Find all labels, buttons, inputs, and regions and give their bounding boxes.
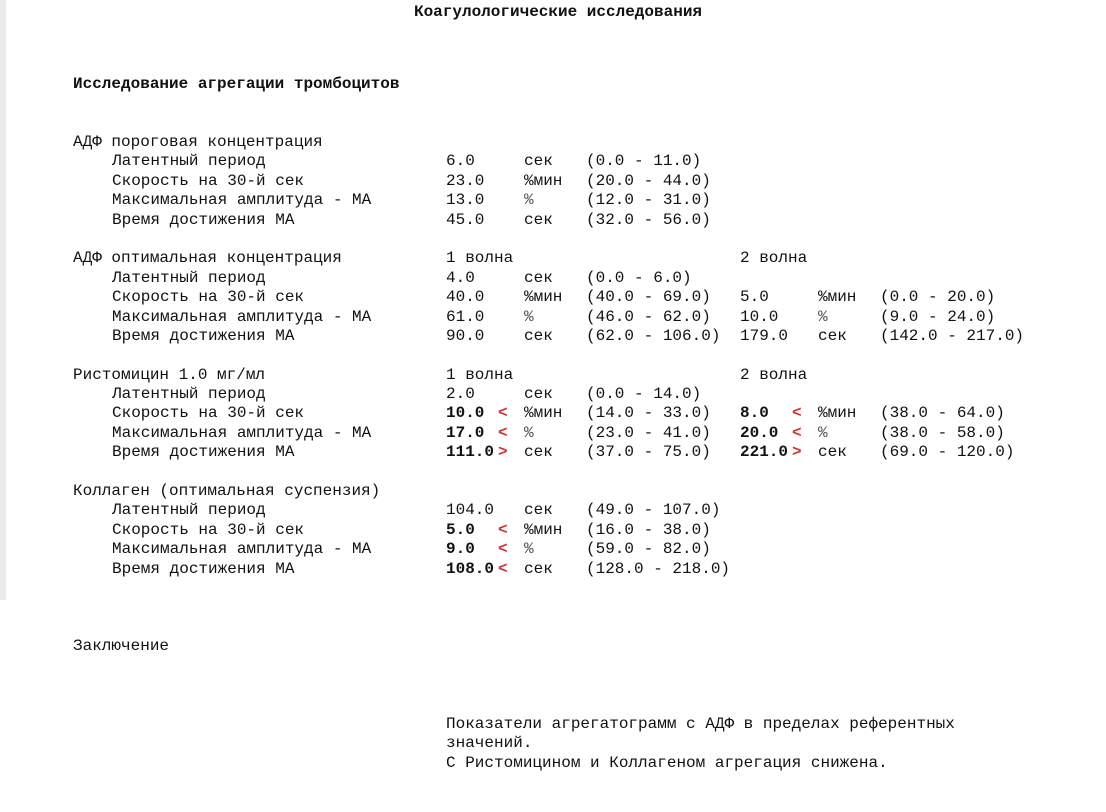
wave-2-reference: (69.0 - 120.0) [880, 443, 1015, 462]
wave-1-reference: (49.0 - 107.0) [586, 501, 721, 520]
wave-2-value: 20.0 [740, 423, 779, 442]
wave-1-flag: < [498, 559, 508, 578]
wave-2-value: 221.0 [740, 443, 789, 462]
conclusion-line [73, 754, 1073, 773]
wave-1-reference: (12.0 - 31.0) [586, 191, 711, 210]
wave-1-value: 40.0 [446, 288, 485, 307]
wave-1-value: 90.0 [446, 326, 485, 345]
wave-1-unit: %мин [524, 520, 563, 539]
spacer [73, 695, 1073, 714]
wave-2-flag: < [792, 423, 802, 442]
parameter-label: Латентный период [112, 501, 266, 520]
wave-2-unit: сек [818, 326, 847, 345]
wave-1-value: 5.0 [446, 520, 475, 539]
wave-2-flag: > [792, 443, 802, 462]
parameter-label: Скорость на 30-й сек [112, 404, 305, 423]
wave-1-reference: (62.0 - 106.0) [586, 326, 721, 345]
parameter-label: Скорость на 30-й сек [112, 520, 305, 539]
wave-2-value: 10.0 [740, 307, 779, 326]
section-heading [73, 75, 1073, 94]
group-header [73, 366, 1073, 385]
group-name: Ристомицин 1.0 мг/мл [73, 365, 266, 384]
wave-1-reference: (0.0 - 11.0) [586, 152, 702, 171]
wave-2-reference: (142.0 - 217.0) [880, 326, 1025, 345]
wave-1-reference: (23.0 - 41.0) [586, 423, 711, 442]
wave-1-unit: сек [524, 385, 553, 404]
wave-1-value: 23.0 [446, 171, 485, 190]
parameter-label: Время достижения МА [112, 443, 295, 462]
parameter-label: Латентный период [112, 268, 266, 287]
result-row [73, 443, 1073, 462]
wave-1-reference: (32.0 - 56.0) [586, 210, 711, 229]
wave-1-value: 13.0 [446, 191, 485, 210]
conclusion-text [73, 695, 1073, 773]
wave-1-reference: (40.0 - 69.0) [586, 288, 711, 307]
parameter-label: Латентный период [112, 385, 266, 404]
group-header [73, 133, 1073, 152]
wave-1-reference: (128.0 - 218.0) [586, 559, 731, 578]
wave-1-unit: сек [524, 326, 553, 345]
wave-1-flag: > [498, 443, 508, 462]
wave-1-unit: % [524, 540, 534, 559]
wave-1-unit: % [524, 191, 534, 210]
result-row [73, 424, 1073, 443]
parameter-label: Время достижения МА [112, 210, 295, 229]
wave-2-value: 179.0 [740, 326, 789, 345]
wave-1-value: 2.0 [446, 385, 475, 404]
wave-2-unit: %мин [818, 288, 857, 307]
parameter-label: Скорость на 30-й сек [112, 171, 305, 190]
result-row [73, 308, 1073, 327]
result-row [73, 172, 1073, 191]
page-title: Коагулологические исследования [413, 3, 703, 21]
wave-1-value: 45.0 [446, 210, 485, 229]
wave-2-value: 8.0 [740, 404, 769, 423]
wave-1-reference: (37.0 - 75.0) [586, 443, 711, 462]
wave-1-value: 4.0 [446, 268, 475, 287]
group-name: АДФ оптимальная концентрация [73, 249, 342, 268]
result-row [73, 288, 1073, 307]
wave-2-unit: % [818, 423, 828, 442]
wave-2-label: 2 волна [740, 365, 808, 384]
wave-1-unit: сек [524, 210, 553, 229]
spacer [73, 463, 1073, 482]
result-row [73, 385, 1073, 404]
wave-1-value: 9.0 [446, 540, 475, 559]
wave-2-unit: сек [818, 443, 847, 462]
wave-2-reference: (0.0 - 20.0) [880, 288, 996, 307]
result-row [73, 211, 1073, 230]
wave-1-reference: (14.0 - 33.0) [586, 404, 711, 423]
result-row [73, 269, 1073, 288]
group-name: Коллаген (оптимальная суспензия) [73, 482, 381, 501]
result-row [73, 540, 1073, 559]
group-header [73, 249, 1073, 268]
conclusion-heading [73, 637, 1073, 656]
wave-2-reference: (38.0 - 64.0) [880, 404, 1005, 423]
conclusion-line-text: С Ристомицином и Коллагеном агрегация снижена. [446, 753, 888, 772]
result-row [73, 191, 1073, 210]
wave-1-value: 17.0 [446, 423, 485, 442]
wave-2-reference: (38.0 - 58.0) [880, 423, 1005, 442]
wave-1-unit: %мин [524, 404, 563, 423]
spacer [73, 230, 1073, 249]
parameter-label: Время достижения МА [112, 559, 295, 578]
wave-1-value: 61.0 [446, 307, 485, 326]
result-row [73, 501, 1073, 520]
spacer [73, 346, 1073, 365]
conclusion-line-text: значений. [446, 734, 533, 753]
wave-1-value: 6.0 [446, 152, 475, 171]
wave-2-unit: %мин [818, 404, 857, 423]
group-name: АДФ пороговая концентрация [73, 133, 323, 152]
wave-1-value: 111.0 [446, 443, 495, 462]
wave-1-unit: % [524, 423, 534, 442]
wave-1-reference: (0.0 - 6.0) [586, 268, 692, 287]
result-row [73, 404, 1073, 423]
wave-2-value: 5.0 [740, 288, 769, 307]
conclusion-line-text: Показатели агрегатограмм с АДФ в пределах референтных [446, 714, 955, 733]
group-header [73, 482, 1073, 501]
wave-1-reference: (0.0 - 14.0) [586, 385, 702, 404]
parameter-label: Латентный период [112, 152, 266, 171]
conclusion-heading-text: Заключение [73, 637, 170, 656]
wave-1-unit: %мин [524, 171, 563, 190]
parameter-label: Максимальная амплитуда - МА [112, 423, 372, 442]
wave-1-flag: < [498, 423, 508, 442]
parameter-label: Максимальная амплитуда - МА [112, 540, 372, 559]
wave-1-unit: сек [524, 443, 553, 462]
wave-1-reference: (59.0 - 82.0) [586, 540, 711, 559]
wave-1-value: 104.0 [446, 501, 495, 520]
parameter-label: Максимальная амплитуда - МА [112, 307, 372, 326]
wave-2-unit: % [818, 307, 828, 326]
wave-1-unit: сек [524, 152, 553, 171]
result-row [73, 152, 1073, 171]
conclusion-line [73, 715, 1073, 734]
conclusion-line [73, 734, 1073, 753]
spacer [73, 579, 1073, 598]
wave-1-unit: сек [524, 559, 553, 578]
wave-1-reference: (20.0 - 44.0) [586, 171, 711, 190]
wave-2-reference: (9.0 - 24.0) [880, 307, 996, 326]
wave-2-flag: < [792, 404, 802, 423]
wave-1-unit: сек [524, 268, 553, 287]
wave-2-label: 2 волна [740, 249, 808, 268]
wave-1-flag: < [498, 540, 508, 559]
wave-1-reference: (16.0 - 38.0) [586, 520, 711, 539]
wave-1-value: 10.0 [446, 404, 485, 423]
result-row [73, 560, 1073, 579]
parameter-label: Время достижения МА [112, 326, 295, 345]
wave-1-label: 1 волна [446, 365, 514, 384]
wave-1-unit: сек [524, 501, 553, 520]
wave-1-flag: < [498, 520, 508, 539]
wave-1-flag: < [498, 404, 508, 423]
section-heading-text: Исследование агрегации тромбоцитов [73, 74, 400, 93]
wave-1-value: 108.0 [446, 559, 495, 578]
wave-1-reference: (46.0 - 62.0) [586, 307, 711, 326]
result-row [73, 521, 1073, 540]
report-body [73, 36, 1073, 812]
result-row [73, 327, 1073, 346]
wave-1-label: 1 волна [446, 249, 514, 268]
wave-1-unit: %мин [524, 288, 563, 307]
parameter-label: Скорость на 30-й сек [112, 288, 305, 307]
wave-1-unit: % [524, 307, 534, 326]
test-groups [73, 133, 1073, 598]
parameter-label: Максимальная амплитуда - МА [112, 191, 372, 210]
